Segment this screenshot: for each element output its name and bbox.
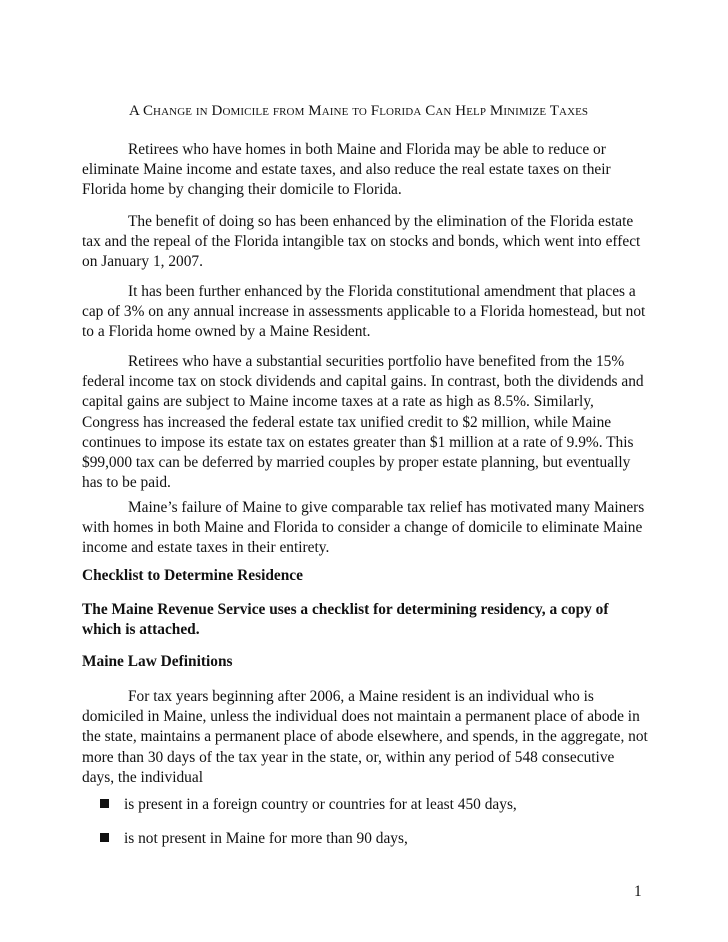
- bullet-text: is not present in Maine for more than 90 days,: [124, 830, 408, 847]
- document-title: [129, 101, 588, 121]
- square-bullet-icon: [100, 799, 109, 808]
- paragraph-retirees-homes: Retirees who have homes in both Maine and Florida may be able to reduce or eliminate Maine income and estate taxes, and also reduce the real estate taxes on their Florida home by changing their domicile to Florida.: [82, 141, 611, 199]
- paragraph-maine-failure: Maine’s failure of Maine to give comparable tax relief has motivated many Mainers with homes in both Maine and Florida to consider a change of domicile to eliminate Maine income and estate taxes in their entirety.: [82, 499, 645, 557]
- document-title-text: A Change in Domicile from Maine to Florida Can Help Minimize Taxes: [129, 103, 589, 119]
- paragraph-benefit-enhanced: The benefit of doing so has been enhanced by the elimination of the Florida estate tax and the repeal of the Florida intangible tax on stocks and bonds, which went into effect on January 1, 2007.: [82, 213, 641, 271]
- paragraph-constitutional-amendment: It has been further enhanced by the Florida constitutional amendment that places a cap of 3% on any annual increase in assessments applicable to a Florida homestead, but not to a Florida home owned by a Maine Resident.: [82, 283, 646, 341]
- bullet-text: is present in a foreign country or countries for at least 450 days,: [124, 796, 517, 813]
- bullet-item: [100, 829, 408, 849]
- paragraph-revenue-service-checklist: The Maine Revenue Service uses a checklist for determining residency, a copy of which is attached.: [82, 601, 609, 639]
- heading-checklist: Checklist to Determine Residence: [82, 567, 303, 584]
- heading-maine-law-definitions: Maine Law Definitions: [82, 653, 233, 670]
- paragraph-securities-portfolio: Retirees who have a substantial securities portfolio have benefited from the 15% federal income tax on stock dividends and capital gains. In contrast, both the dividends and capital gains are subject to Maine income taxes at a rate as high as 8.5%. Similarly, Congress has increased the federal estate tax unified credit to $2 million, while Maine continues to impose its estate tax on estates greater than $1 million at a rate of 9.9%. This $99,000 tax can be deferred by married couples by proper estate planning, but eventually has to be paid.: [82, 353, 644, 492]
- bullet-item: [100, 795, 517, 815]
- paragraph-resident-definition: For tax years beginning after 2006, a Maine resident is an individual who is domiciled in Maine, unless the individual does not maintain a permanent place of abode in the state, maintains a permanent place of abode elsewhere, and spends, in the aggregate, not more than 30 days of the tax year in the state, or, within any period of 548 consecutive days, the individual: [82, 688, 648, 786]
- square-bullet-icon: [100, 833, 109, 842]
- page-number: 1: [634, 883, 642, 900]
